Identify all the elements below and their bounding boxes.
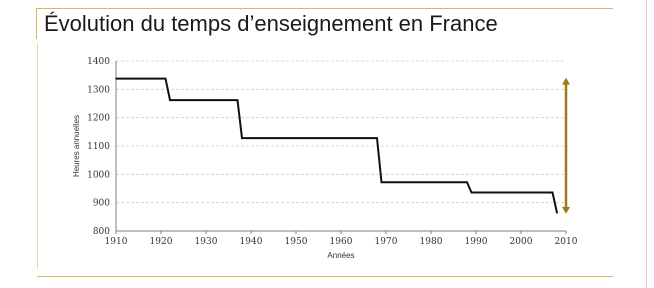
data-point <box>552 192 554 194</box>
x-tick-label: 1970 <box>374 237 398 247</box>
y-tick-label: 1000 <box>87 170 110 181</box>
data-point <box>466 181 468 183</box>
arrow-head-up <box>562 78 570 85</box>
x-tick-label: 1940 <box>239 237 263 247</box>
x-tick-label: 1930 <box>194 237 218 247</box>
y-tick-label: 900 <box>92 198 110 209</box>
x-tick-label: 1990 <box>464 237 488 247</box>
y-tick-label: 1200 <box>87 113 110 124</box>
data-point <box>381 181 383 183</box>
x-tick-label: 1950 <box>284 237 308 247</box>
x-tick-label: 1920 <box>149 237 173 247</box>
y-tick-label: 1300 <box>87 85 110 96</box>
x-tick-label: 1980 <box>419 237 443 247</box>
y-tick-label: 800 <box>92 227 110 237</box>
arrow-head-down <box>562 207 570 214</box>
data-point <box>376 137 378 139</box>
x-tick-label: 2010 <box>554 237 578 247</box>
data-point <box>237 99 239 101</box>
y-tick-label: 1400 <box>87 57 110 67</box>
y-axis-label: Heures annuelles <box>72 114 81 177</box>
data-point <box>115 78 117 80</box>
data-point <box>556 212 558 214</box>
x-axis-label: Années <box>327 251 355 260</box>
y-tick-label: 1100 <box>87 142 110 152</box>
data-point <box>169 99 171 101</box>
data-point <box>241 137 243 139</box>
x-tick-label: 1910 <box>104 237 128 247</box>
data-point <box>165 78 167 80</box>
x-tick-label: 2000 <box>509 237 533 247</box>
x-tick-label: 1960 <box>329 237 353 247</box>
page-title: Évolution du temps d’enseignement en France <box>44 11 498 36</box>
data-point <box>471 192 473 194</box>
